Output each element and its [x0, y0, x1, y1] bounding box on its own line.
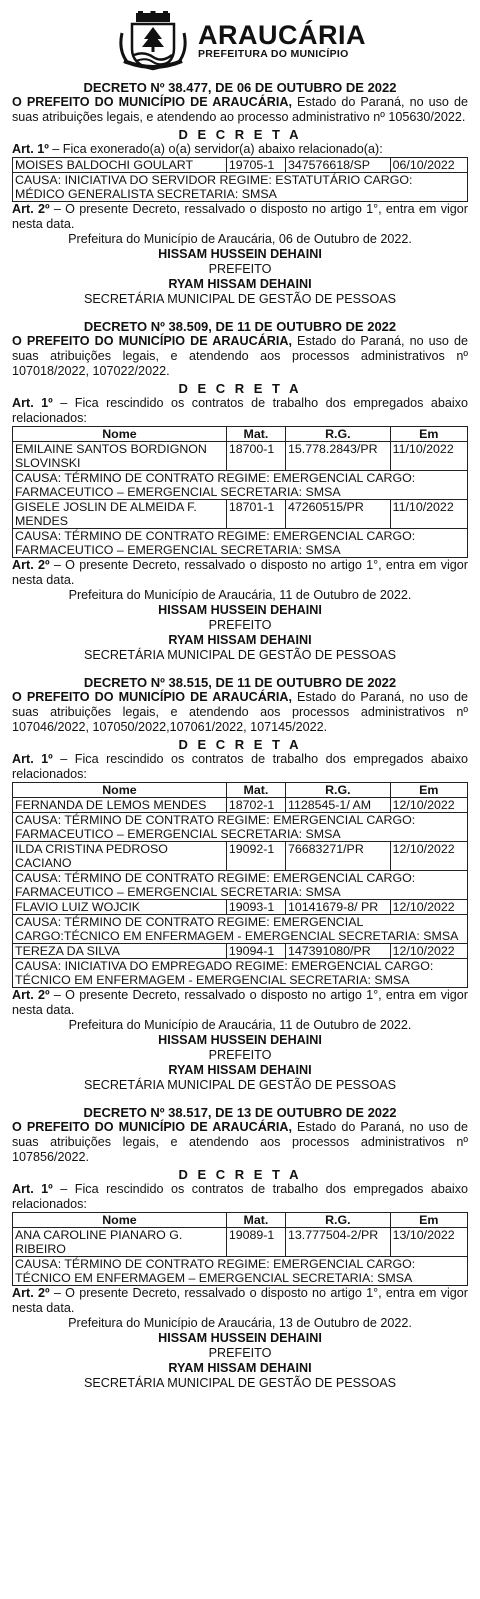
cell-mat: 18702-1 [226, 798, 285, 813]
place-date: Prefeitura do Município de Araucária, 13 de Outubro de 2022. [68, 1316, 412, 1330]
table-row [13, 500, 468, 529]
cell-mat: 19092-1 [226, 842, 285, 871]
article-1-label: Art. 1º [12, 1182, 53, 1196]
cell-note: CAUSA: TÉRMINO DE CONTRATO REGIME: EMERGENCIAL CARGO:TÉCNICO EM ENFERMAGEM - EMERGENCIAL SECRETARIA: SMSA [13, 915, 468, 944]
cell-name: FLAVIO LUIZ WOJCIK [13, 900, 227, 915]
decreta-heading: D E C R E T A [178, 1167, 302, 1182]
signatory-2-role: SECRETÁRIA MUNICIPAL DE GESTÃO DE PESSOAS [83, 648, 397, 662]
article-2-text: – O presente Decreto, ressalvado o disposto no artigo 1°, entra em vigor nesta data. [12, 988, 468, 1017]
table-row [13, 1228, 468, 1257]
place-date: Prefeitura do Município de Araucária, 06 de Outubro de 2022. [68, 232, 412, 246]
page [12, 0, 468, 1391]
cell-mat: 19089-1 [226, 1228, 285, 1257]
cell-rg: 13.777504-2/PR [285, 1228, 390, 1257]
decree-title: DECRETO Nº 38.517, DE 13 DE OUTUBRO DE 2022 [83, 1105, 397, 1120]
article-2-label: Art. 2º [12, 558, 50, 572]
cell-em: 13/10/2022 [390, 1228, 467, 1257]
preamble-text: Estado do Paraná, no uso de suas atribuições legais, e atendendo aos processos administrativos nº 107018/2022, 107022/2022. [12, 334, 469, 378]
article-2-text: – O presente Decreto, ressalvado o disposto no artigo 1°, entra em vigor nesta data. [12, 1286, 468, 1315]
header-em: Em [390, 783, 467, 798]
cell-em: 12/10/2022 [390, 900, 467, 915]
article-2 [12, 558, 468, 588]
cell-name: MOISES BALDOCHI GOULART [13, 158, 227, 173]
preamble-bold: O PREFEITO DO MUNICÍPIO DE ARAUCÁRIA, [12, 1120, 292, 1134]
article-2 [12, 988, 468, 1018]
employee-table [12, 1212, 468, 1286]
signatory-1-role: PREFEITO [208, 262, 272, 276]
preamble-text: Estado do Paraná, no uso de suas atribuições legais, e atendendo aos processos administrativos nº 107856/2022. [12, 1120, 469, 1164]
table-note-row [13, 959, 468, 988]
signatory-1-name: HISSAM HUSSEIN DEHAINI [158, 247, 322, 261]
table-row [13, 900, 468, 915]
cell-name: FERNANDA DE LEMOS MENDES [13, 798, 227, 813]
header-name: Nome [13, 427, 227, 442]
decree [12, 80, 468, 307]
table-note-row [13, 173, 468, 202]
place-date: Prefeitura do Município de Araucária, 11 de Outubro de 2022. [68, 588, 412, 602]
decreta-heading: D E C R E T A [178, 127, 302, 142]
cell-note: CAUSA: TÉRMINO DE CONTRATO REGIME: EMERGENCIAL CARGO: TÉCNICO EM ENFERMAGEM – EMERGENCIAL SECRETARIA: SMSA [13, 1257, 468, 1286]
cell-name: GISELE JOSLIN DE ALMEIDA F. MENDES [13, 500, 227, 529]
cell-rg: 47260515/PR [285, 500, 390, 529]
cell-mat: 18701-1 [226, 500, 285, 529]
cell-mat: 19705-1 [226, 158, 285, 173]
table-header-row [13, 1213, 468, 1228]
header-em: Em [390, 1213, 467, 1228]
table-row [13, 442, 468, 471]
cell-em: 12/10/2022 [390, 944, 467, 959]
decree-preamble [12, 1120, 468, 1165]
cell-name: TEREZA DA SILVA [13, 944, 227, 959]
decree-title: DECRETO Nº 38.509, DE 11 DE OUTUBRO DE 2022 [83, 319, 397, 334]
decree-title: DECRETO Nº 38.515, DE 11 DE OUTUBRO DE 2022 [83, 675, 397, 690]
employee-table [12, 157, 468, 202]
signatory-1-name: HISSAM HUSSEIN DEHAINI [158, 1033, 322, 1047]
article-2-label: Art. 2º [12, 988, 50, 1002]
cell-em: 11/10/2022 [390, 442, 467, 471]
cell-note: CAUSA: TÉRMINO DE CONTRATO REGIME: EMERGENCIAL CARGO: FARMACEUTICO – EMERGENCIAL SECRETARIA: SMSA [13, 871, 468, 900]
signatory-1-name: HISSAM HUSSEIN DEHAINI [158, 1331, 322, 1345]
signatory-2-role: SECRETÁRIA MUNICIPAL DE GESTÃO DE PESSOAS [83, 292, 397, 306]
article-1-text: – Fica exonerado(a) o(a) servidor(a) abaixo relacionado(a): [48, 142, 383, 156]
preamble-text: Estado do Paraná, no uso de suas atribuições legais, e atendendo ao processo administrativo nº 105630/2022. [12, 95, 469, 124]
table-row [13, 798, 468, 813]
header-mat: Mat. [226, 427, 285, 442]
signatory-2-role: SECRETÁRIA MUNICIPAL DE GESTÃO DE PESSOAS [83, 1376, 397, 1390]
header-rg: R.G. [285, 427, 390, 442]
decree-title: DECRETO Nº 38.477, DE 06 DE OUTUBRO DE 2022 [83, 80, 397, 95]
decreta-heading: D E C R E T A [178, 737, 302, 752]
article-1 [12, 752, 468, 782]
signatory-2-name: RYAM HISSAM DEHAINI [168, 1063, 312, 1077]
article-1 [12, 142, 468, 157]
header-mat: Mat. [226, 1213, 285, 1228]
article-2 [12, 1286, 468, 1316]
cell-em: 12/10/2022 [390, 798, 467, 813]
cell-name: ILDA CRISTINA PEDROSO CACIANO [13, 842, 227, 871]
masthead [12, 10, 468, 72]
brand [198, 22, 366, 60]
signatory-1-role: PREFEITO [208, 618, 272, 632]
header-rg: R.G. [285, 783, 390, 798]
decreta-heading: D E C R E T A [178, 381, 302, 396]
cell-em: 12/10/2022 [390, 842, 467, 871]
decree-preamble [12, 690, 468, 735]
article-1-label: Art. 1º [12, 142, 49, 156]
cell-note: CAUSA: TÉRMINO DE CONTRATO REGIME: EMERGENCIAL CARGO: FARMACEUTICO – EMERGENCIAL SECRETARIA: SMSA [13, 471, 468, 500]
header-rg: R.G. [285, 1213, 390, 1228]
table-note-row [13, 1257, 468, 1286]
article-1-text: – Fica rescindido os contratos de trabalho dos empregados abaixo relacionados: [12, 1182, 468, 1211]
cell-rg: 347576618/SP [285, 158, 390, 173]
header-mat: Mat. [226, 783, 285, 798]
article-2 [12, 202, 468, 232]
table-row [13, 842, 468, 871]
article-1-label: Art. 1º [12, 396, 53, 410]
preamble-text: Estado do Paraná, no uso de suas atribuições legais, e atendendo aos processos administrativos nº 107046/2022, 107050/2022,107061/2022, 107145/2022. [12, 690, 469, 734]
preamble-bold: O PREFEITO DO MUNICÍPIO DE ARAUCÁRIA, [12, 95, 292, 109]
table-note-row [13, 871, 468, 900]
signatory-1-role: PREFEITO [208, 1048, 272, 1062]
brand-subtitle: PREFEITURA DO MUNICÍPIO [198, 48, 349, 60]
signatory-1-role: PREFEITO [208, 1346, 272, 1360]
signatory-1-name: HISSAM HUSSEIN DEHAINI [158, 603, 322, 617]
signatory-2-name: RYAM HISSAM DEHAINI [168, 277, 312, 291]
table-header-row [13, 783, 468, 798]
cell-rg: 15.778.2843/PR [285, 442, 390, 471]
decree [12, 1105, 468, 1391]
signatory-2-name: RYAM HISSAM DEHAINI [168, 1361, 312, 1375]
decree [12, 675, 468, 1093]
table-note-row [13, 471, 468, 500]
table-note-row [13, 529, 468, 558]
article-1 [12, 1182, 468, 1212]
cell-name: EMILAINE SANTOS BORDIGNON SLOVINSKI [13, 442, 227, 471]
article-1 [12, 396, 468, 426]
header-name: Nome [13, 783, 227, 798]
cell-rg: 10141679-8/ PR [285, 900, 390, 915]
article-1-text: – Fica rescindido os contratos de trabalho dos empregados abaixo relacionados: [12, 752, 468, 781]
article-1-text: – Fica rescindido os contratos de trabalho dos empregados abaixo relacionados: [12, 396, 468, 425]
header-name: Nome [13, 1213, 227, 1228]
header-em: Em [390, 427, 467, 442]
table-note-row [13, 915, 468, 944]
signatory-2-role: SECRETÁRIA MUNICIPAL DE GESTÃO DE PESSOAS [83, 1078, 397, 1092]
decree [12, 319, 468, 663]
cell-em: 06/10/2022 [390, 158, 467, 173]
article-2-text: – O presente Decreto, ressalvado o disposto no artigo 1°, entra em vigor nesta data. [12, 558, 468, 587]
brand-name: ARAUCÁRIA [198, 20, 366, 50]
decrees-list [12, 80, 468, 1391]
cell-note: CAUSA: INICIATIVA DO EMPREGADO REGIME: EMERGENCIAL CARGO: TÉCNICO EM ENFERMAGEM - EMERGENCIAL SECRETARIA: SMSA [13, 959, 468, 988]
table-header-row [13, 427, 468, 442]
cell-mat: 18700-1 [226, 442, 285, 471]
article-2-label: Art. 2º [12, 202, 50, 216]
decree-preamble [12, 334, 468, 379]
article-2-text: – O presente Decreto, ressalvado o disposto no artigo 1°, entra em vigor nesta data. [12, 202, 468, 231]
cell-rg: 147391080/PR [285, 944, 390, 959]
cell-em: 11/10/2022 [390, 500, 467, 529]
cell-rg: 1128545-1/ AM [285, 798, 390, 813]
cell-name: ANA CAROLINE PIANARO G. RIBEIRO [13, 1228, 227, 1257]
preamble-bold: O PREFEITO DO MUNICÍPIO DE ARAUCÁRIA, [12, 690, 292, 704]
employee-table [12, 426, 468, 558]
cell-mat: 19094-1 [226, 944, 285, 959]
cell-note: CAUSA: TÉRMINO DE CONTRATO REGIME: EMERGENCIAL CARGO: FARMACEUTICO – EMERGENCIAL SECRETARIA: SMSA [13, 813, 468, 842]
place-date: Prefeitura do Município de Araucária, 11 de Outubro de 2022. [68, 1018, 412, 1032]
employee-table [12, 782, 468, 988]
cell-note: CAUSA: INICIATIVA DO SERVIDOR REGIME: ESTATUTÁRIO CARGO: MÉDICO GENERALISTA SECRETARIA: SMSA [13, 173, 468, 202]
article-2-label: Art. 2º [12, 1286, 50, 1300]
article-1-label: Art. 1º [12, 752, 53, 766]
signatory-2-name: RYAM HISSAM DEHAINI [168, 633, 312, 647]
cell-note: CAUSA: TÉRMINO DE CONTRATO REGIME: EMERGENCIAL CARGO: FARMACEUTICO – EMERGENCIAL SECRETARIA: SMSA [13, 529, 468, 558]
cell-rg: 76683271/PR [285, 842, 390, 871]
table-note-row [13, 813, 468, 842]
table-row [13, 944, 468, 959]
preamble-bold: O PREFEITO DO MUNICÍPIO DE ARAUCÁRIA, [12, 334, 292, 348]
decree-preamble [12, 95, 468, 125]
araucaria-coat-of-arms-icon [114, 11, 192, 71]
cell-mat: 19093-1 [226, 900, 285, 915]
table-row [13, 158, 468, 173]
